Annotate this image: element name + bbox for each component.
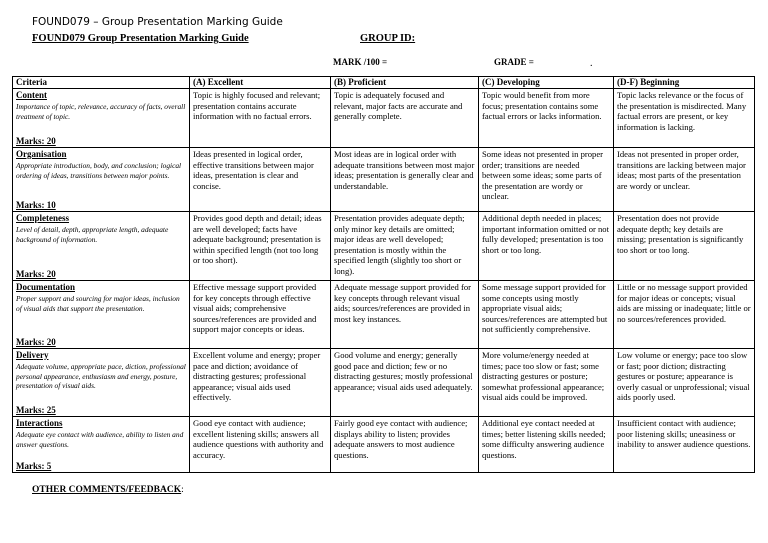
excellent-cell: Provides good depth and detail; ideas are well developed; facts have adequate background; presentation is within specified length (not too long or too short). (190, 212, 331, 281)
criteria-cell (13, 148, 190, 212)
column-header: (B) Proficient (331, 77, 479, 89)
proficient-cell: Good volume and energy; generally good pace and diction; few or no distracting gestures; mostly professional appearance; visual aids used adequately. (331, 349, 479, 417)
criteria-description: Adequate eye contact with audience, ability to listen and answer questions. (16, 430, 184, 449)
criteria-cell (13, 212, 190, 281)
table-row (13, 89, 755, 148)
excellent-cell: Topic is highly focused and relevant; presentation contains accurate information with no factual errors. (190, 89, 331, 148)
criteria-cell (13, 349, 190, 417)
criteria-description: Proper support and sourcing for major ideas, inclusion of visual aids that support the presentation. (16, 294, 180, 313)
table-row (13, 417, 755, 473)
criteria-name: Interactions (16, 418, 63, 428)
marking-rubric-table (12, 76, 755, 473)
developing-cell: More volume/energy needed at times; pace too slow or fast; some distracting gestures or posture; somewhat professional appearance; visual aids could be improved. (479, 349, 614, 417)
beginning-cell: Ideas not presented in proper order, transitions are lacking between major ideas; most parts of the presentation are wordy or unclear. (614, 148, 755, 212)
criteria-cell (13, 417, 190, 473)
criteria-marks: Marks: 20 (16, 336, 56, 347)
proficient-cell: Most ideas are in logical order with adequate transitions between most major ideas; presentation is generally clear and understandable. (331, 148, 479, 212)
table-row (13, 281, 755, 349)
developing-cell: Additional depth needed in places; important information omitted or not fully developed; presentation is too short or too long. (479, 212, 614, 281)
developing-cell: Some ideas not presented in proper order; transitions are needed between some ideas; some parts of the presentation are wordy or unclear. (479, 148, 614, 212)
criteria-marks: Marks: 20 (16, 135, 56, 146)
excellent-cell: Good eye contact with audience; excellent listening skills; answers all audience questions with authority and accuracy. (190, 417, 331, 473)
developing-cell: Topic would benefit from more focus; presentation contains some factual errors or lacks information. (479, 89, 614, 148)
criteria-name: Delivery (16, 350, 49, 360)
developing-cell: Some message support provided for some concepts using mostly appropriate visual aids; sources/references are attempted but not sufficiently comprehensive. (479, 281, 614, 349)
grade-label: GRADE = (494, 57, 534, 67)
beginning-cell: Low volume or energy; pace too slow or fast; poor diction; distracting gestures or posture; appearance is overly casual or unprofessional; visual aids poorly used. (614, 349, 755, 417)
excellent-cell: Effective message support provided for key concepts through effective visual aids; comprehensive sources/references are provided and support major concepts or ideas. (190, 281, 331, 349)
table-row (13, 212, 755, 281)
table-row (13, 349, 755, 417)
table-header-row (13, 77, 755, 89)
column-header: (D-F) Beginning (614, 77, 755, 89)
excellent-cell: Ideas presented in logical order, effective transitions between major ideas, presentation is clear and concise. (190, 148, 331, 212)
comments-feedback (32, 485, 184, 495)
criteria-description: Adequate volume, appropriate pace, diction, professional personal appearance, enthusiasm and energy, posture, presentation of visual aids. (16, 362, 186, 390)
criteria-description: Appropriate introduction, body, and conclusion; logical ordering of ideas, transitions between major points. (16, 161, 182, 180)
beginning-cell: Insufficient contact with audience; poor listening skills; uneasiness or inability to answer audience questions. (614, 417, 755, 473)
criteria-description: Level of detail, depth, appropriate length, adequate background of information. (16, 225, 169, 244)
criteria-cell (13, 89, 190, 148)
criteria-description: Importance of topic, relevance, accuracy of facts, overall treatment of topic. (16, 102, 186, 121)
document-title: FOUND079 – Group Presentation Marking Guide (32, 16, 283, 28)
proficient-cell: Topic is adequately focused and relevant, major facts are accurate and generally complete. (331, 89, 479, 148)
criteria-marks: Marks: 10 (16, 199, 56, 210)
column-header: (A) Excellent (190, 77, 331, 89)
comments-feedback-label: OTHER COMMENTS/FEEDBACK (32, 485, 182, 495)
mark-label: MARK /100 = (333, 57, 388, 67)
column-header: Criteria (13, 77, 190, 89)
grade-value: . (590, 58, 593, 69)
beginning-cell: Little or no message support provided for major ideas or concepts; visual aids are missing or inadequate; little or no sources/references provided. (614, 281, 755, 349)
criteria-marks: Marks: 5 (16, 460, 52, 471)
table-row (13, 148, 755, 212)
criteria-name: Documentation (16, 282, 75, 292)
proficient-cell: Presentation provides adequate depth; only minor key details are omitted; major ideas are well developed; presentation is mostly within the specified length (slightly too short or long). (331, 212, 479, 281)
criteria-name: Completeness (16, 213, 69, 223)
criteria-name: Organisation (16, 149, 67, 159)
group-id-label: GROUP ID: (360, 33, 416, 44)
column-header: (C) Developing (479, 77, 614, 89)
page-heading: FOUND079 Group Presentation Marking Guide (32, 33, 249, 44)
criteria-name: Content (16, 90, 47, 100)
criteria-cell (13, 281, 190, 349)
criteria-marks: Marks: 25 (16, 404, 56, 415)
comments-feedback-colon: : (181, 485, 184, 495)
proficient-cell: Adequate message support provided for key concepts through relevant visual aids; sources/references are provided in most key instances. (331, 281, 479, 349)
beginning-cell: Topic lacks relevance or the focus of the presentation is misdirected. Many factual errors are present, or key information is lacking. (614, 89, 755, 148)
criteria-marks: Marks: 20 (16, 268, 56, 279)
developing-cell: Additional eye contact needed at times; better listening skills needed; some difficulty answering audience questions. (479, 417, 614, 473)
excellent-cell: Excellent volume and energy; proper pace and diction; avoidance of distracting gestures; professional appearance; visual aids used effectively. (190, 349, 331, 417)
beginning-cell: Presentation does not provide adequate depth; key details are missing; presentation is significantly too short or too long. (614, 212, 755, 281)
proficient-cell: Fairly good eye contact with audience; displays ability to listen; provides adequate answers to most audience questions. (331, 417, 479, 473)
